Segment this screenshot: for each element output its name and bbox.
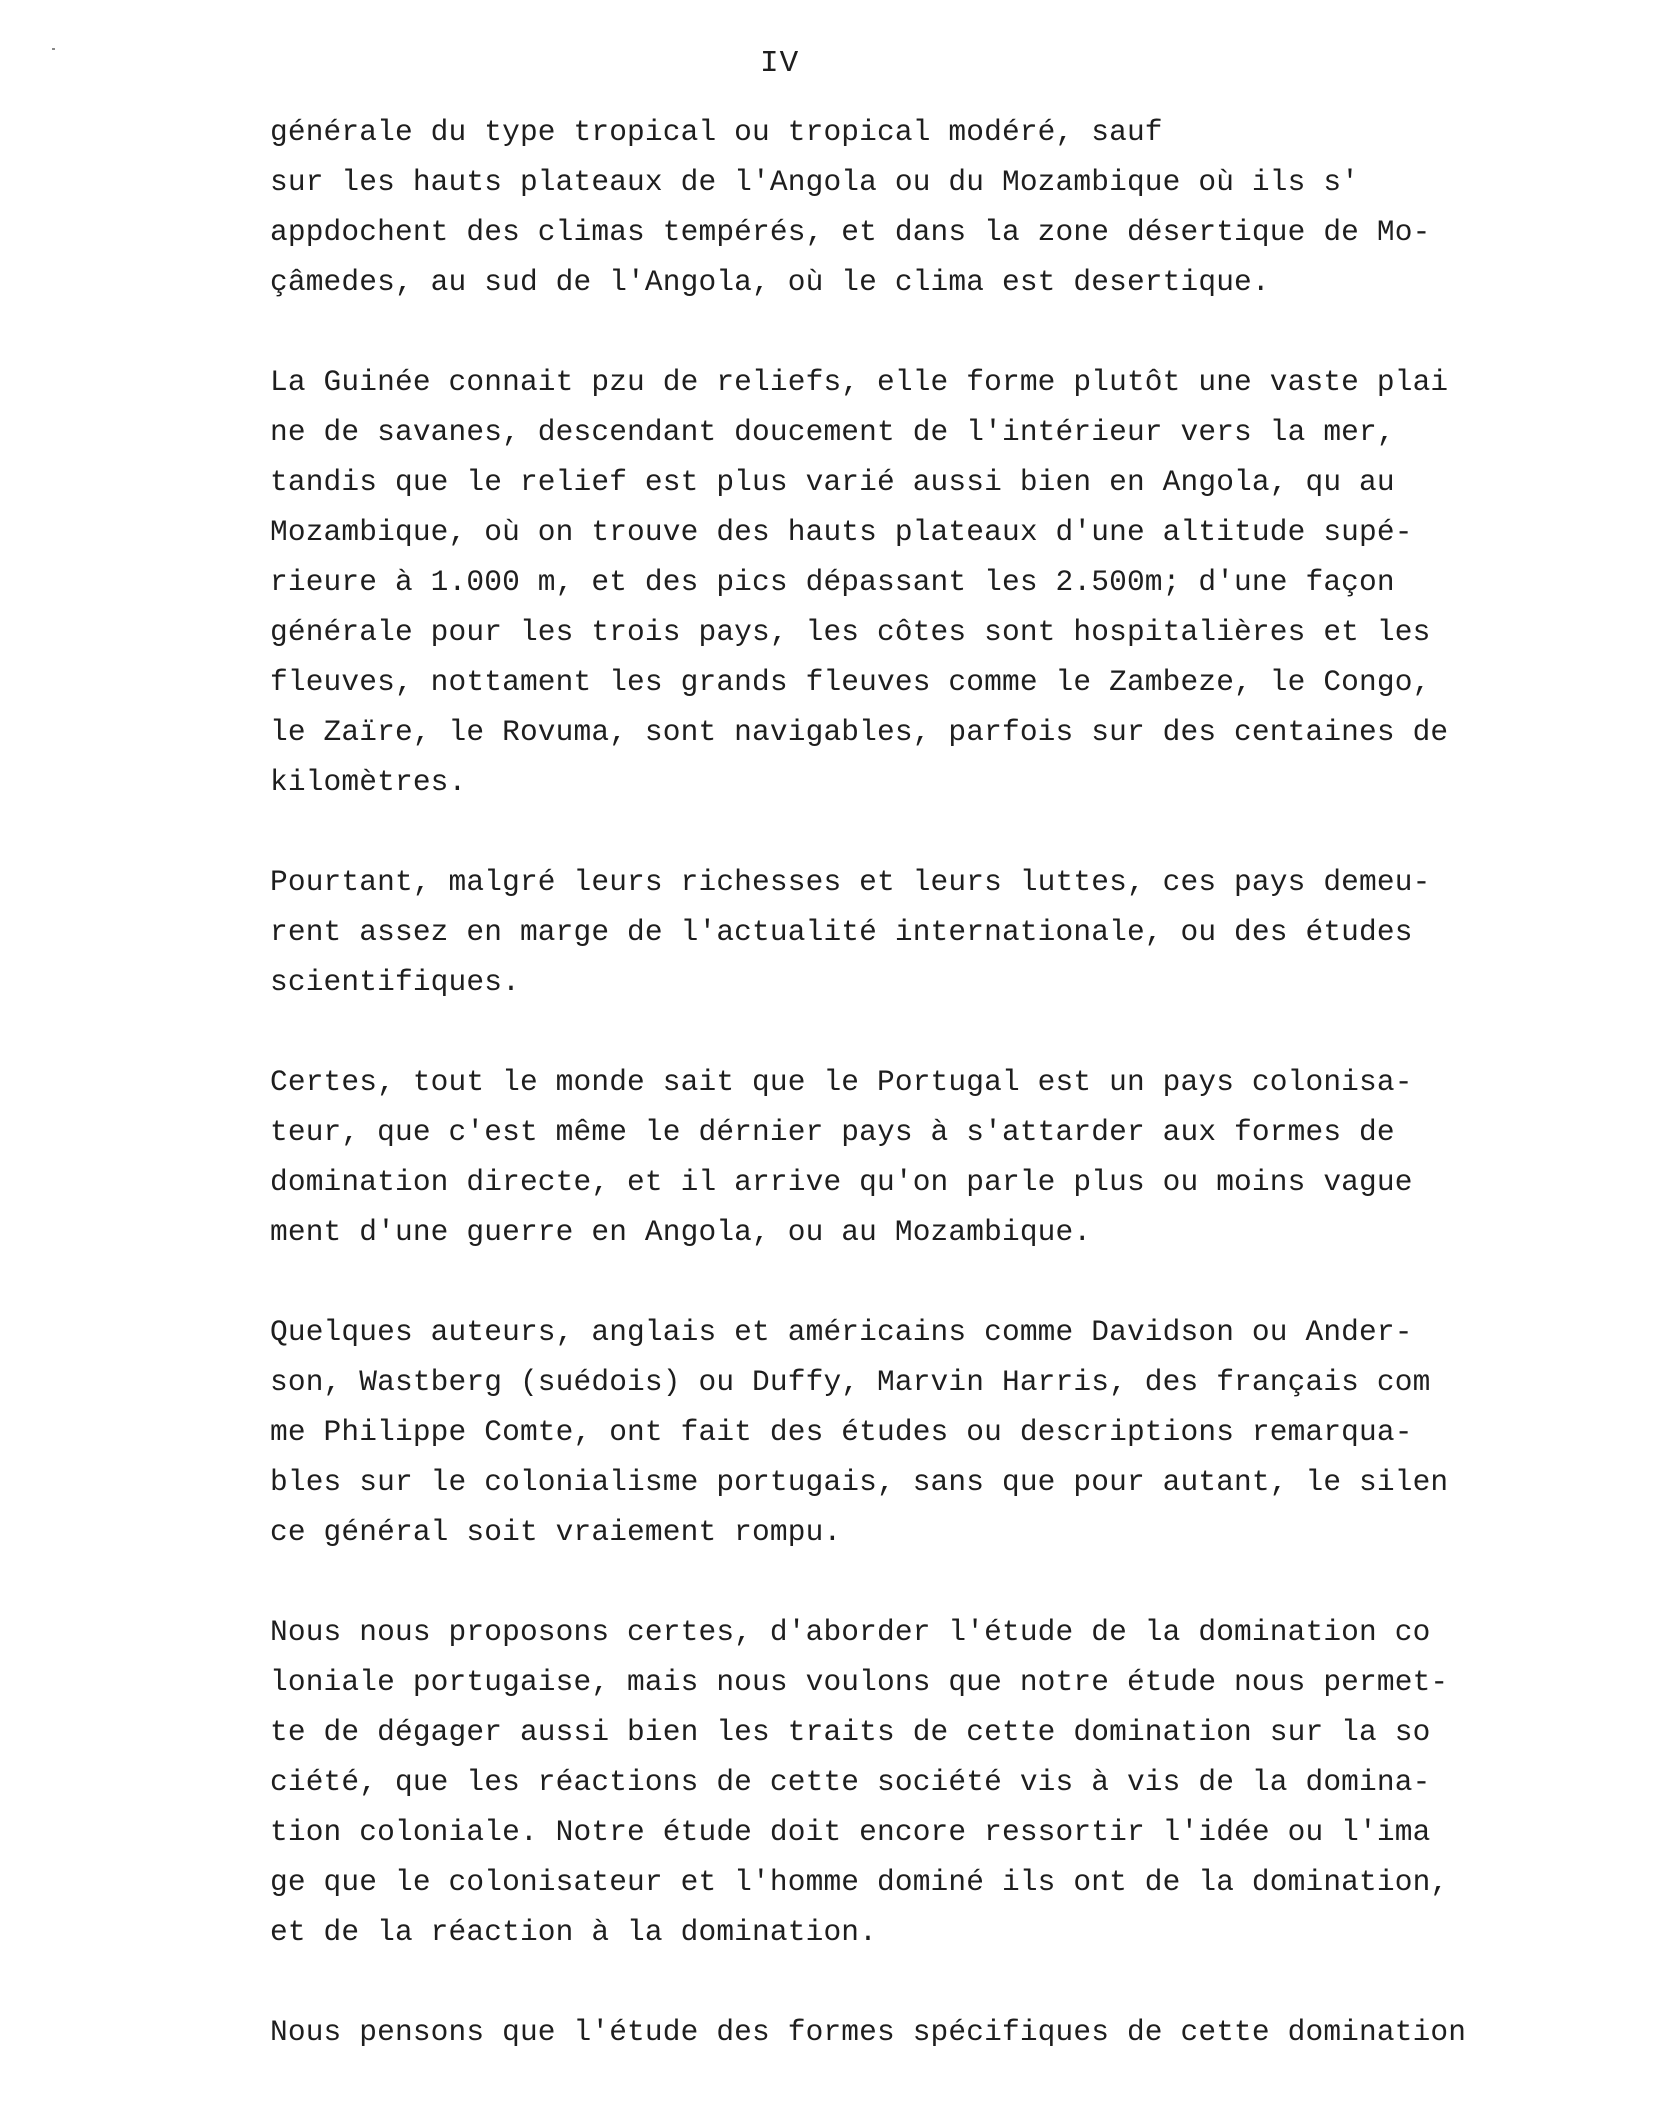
text-line: Quelques auteurs, anglais et américains comme Davidson ou Ander- [270,1315,1413,1349]
paragraph-2 [270,357,1630,807]
text-line: scientifiques. [270,965,520,999]
text-line: ce général soit vraiement rompu. [270,1515,842,1549]
text-line: loniale portugaise, mais nous voulons que notre étude nous permet- [270,1665,1449,1699]
text-line: Nous nous proposons certes, d'aborder l'étude de la domination co [270,1615,1431,1649]
text-line: générale pour les trois pays, les côtes sont hospitalières et les [270,615,1431,649]
paragraph-3 [270,857,1630,1007]
text-line: ciété, que les réactions de cette société vis à vis de la domina- [270,1765,1431,1799]
text-line: kilomètres. [270,765,467,799]
text-line: ge que le colonisateur et l'homme dominé ils ont de la domination, [270,1865,1449,1899]
text-line: générale du type tropical ou tropical modéré, sauf [270,115,1181,149]
text-line: rieure à 1.000 m, et des pics dépassant les 2.500m; d'une façon [270,565,1395,599]
paragraph-4 [270,1057,1630,1257]
text-line: Certes, tout le monde sait que le Portugal est un pays colonisa- [270,1065,1413,1099]
text-line: teur, que c'est même le dérnier pays à s'attarder aux formes de [270,1115,1395,1149]
text-line: çâmedes, au sud de l'Angola, où le clima est desertique. [270,265,1270,299]
text-line: Pourtant, malgré leurs richesses et leurs luttes, ces pays demeu- [270,865,1431,899]
page-number: IV [760,46,800,81]
text-line: Mozambique, où on trouve des hauts plateaux d'une altitude supé- [270,515,1413,549]
text-line: fleuves, nottament les grands fleuves comme le Zambeze, le Congo, [270,665,1431,699]
text-line: le Zaïre, le Rovuma, sont navigables, parfois sur des centaines de [270,715,1449,749]
text-line: et de la réaction à la domination. [270,1915,877,1949]
text-line: appdochent des climas tempérés, et dans la zone désertique de Mo- [270,215,1431,249]
text-line: rent assez en marge de l'actualité internationale, ou des études [270,915,1413,949]
text-line: bles sur le colonialisme portugais, sans que pour autant, le silen [270,1465,1449,1499]
paragraph-1 [270,107,1630,307]
text-line: ment d'une guerre en Angola, ou au Mozambique. [270,1215,1092,1249]
text-line: sur les hauts plateaux de l'Angola ou du Mozambique où ils s' [270,165,1360,199]
text-line: te de dégager aussi bien les traits de cette domination sur la so [270,1715,1431,1749]
text-line: son, Wastberg (suédois) ou Duffy, Marvin Harris, des français com [270,1365,1431,1399]
body-text [270,107,1630,2107]
paragraph-7 [270,2007,1630,2057]
text-line: tion coloniale. Notre étude doit encore ressortir l'idée ou l'ima [270,1815,1431,1849]
text-line: Nous pensons que l'étude des formes spécifiques de cette domination [270,2015,1467,2049]
text-line: me Philippe Comte, ont fait des études ou descriptions remarqua- [270,1415,1413,1449]
text-line: tandis que le relief est plus varié aussi bien en Angola, qu au [270,465,1395,499]
text-line: La Guinée connait pzu de reliefs, elle forme plutôt une vaste plai [270,365,1449,399]
paragraph-5 [270,1307,1630,1557]
scan-speck [52,48,55,50]
paragraph-6 [270,1607,1630,1957]
text-line: domination directe, et il arrive qu'on parle plus ou moins vague [270,1165,1413,1199]
text-line: ne de savanes, descendant doucement de l'intérieur vers la mer, [270,415,1395,449]
